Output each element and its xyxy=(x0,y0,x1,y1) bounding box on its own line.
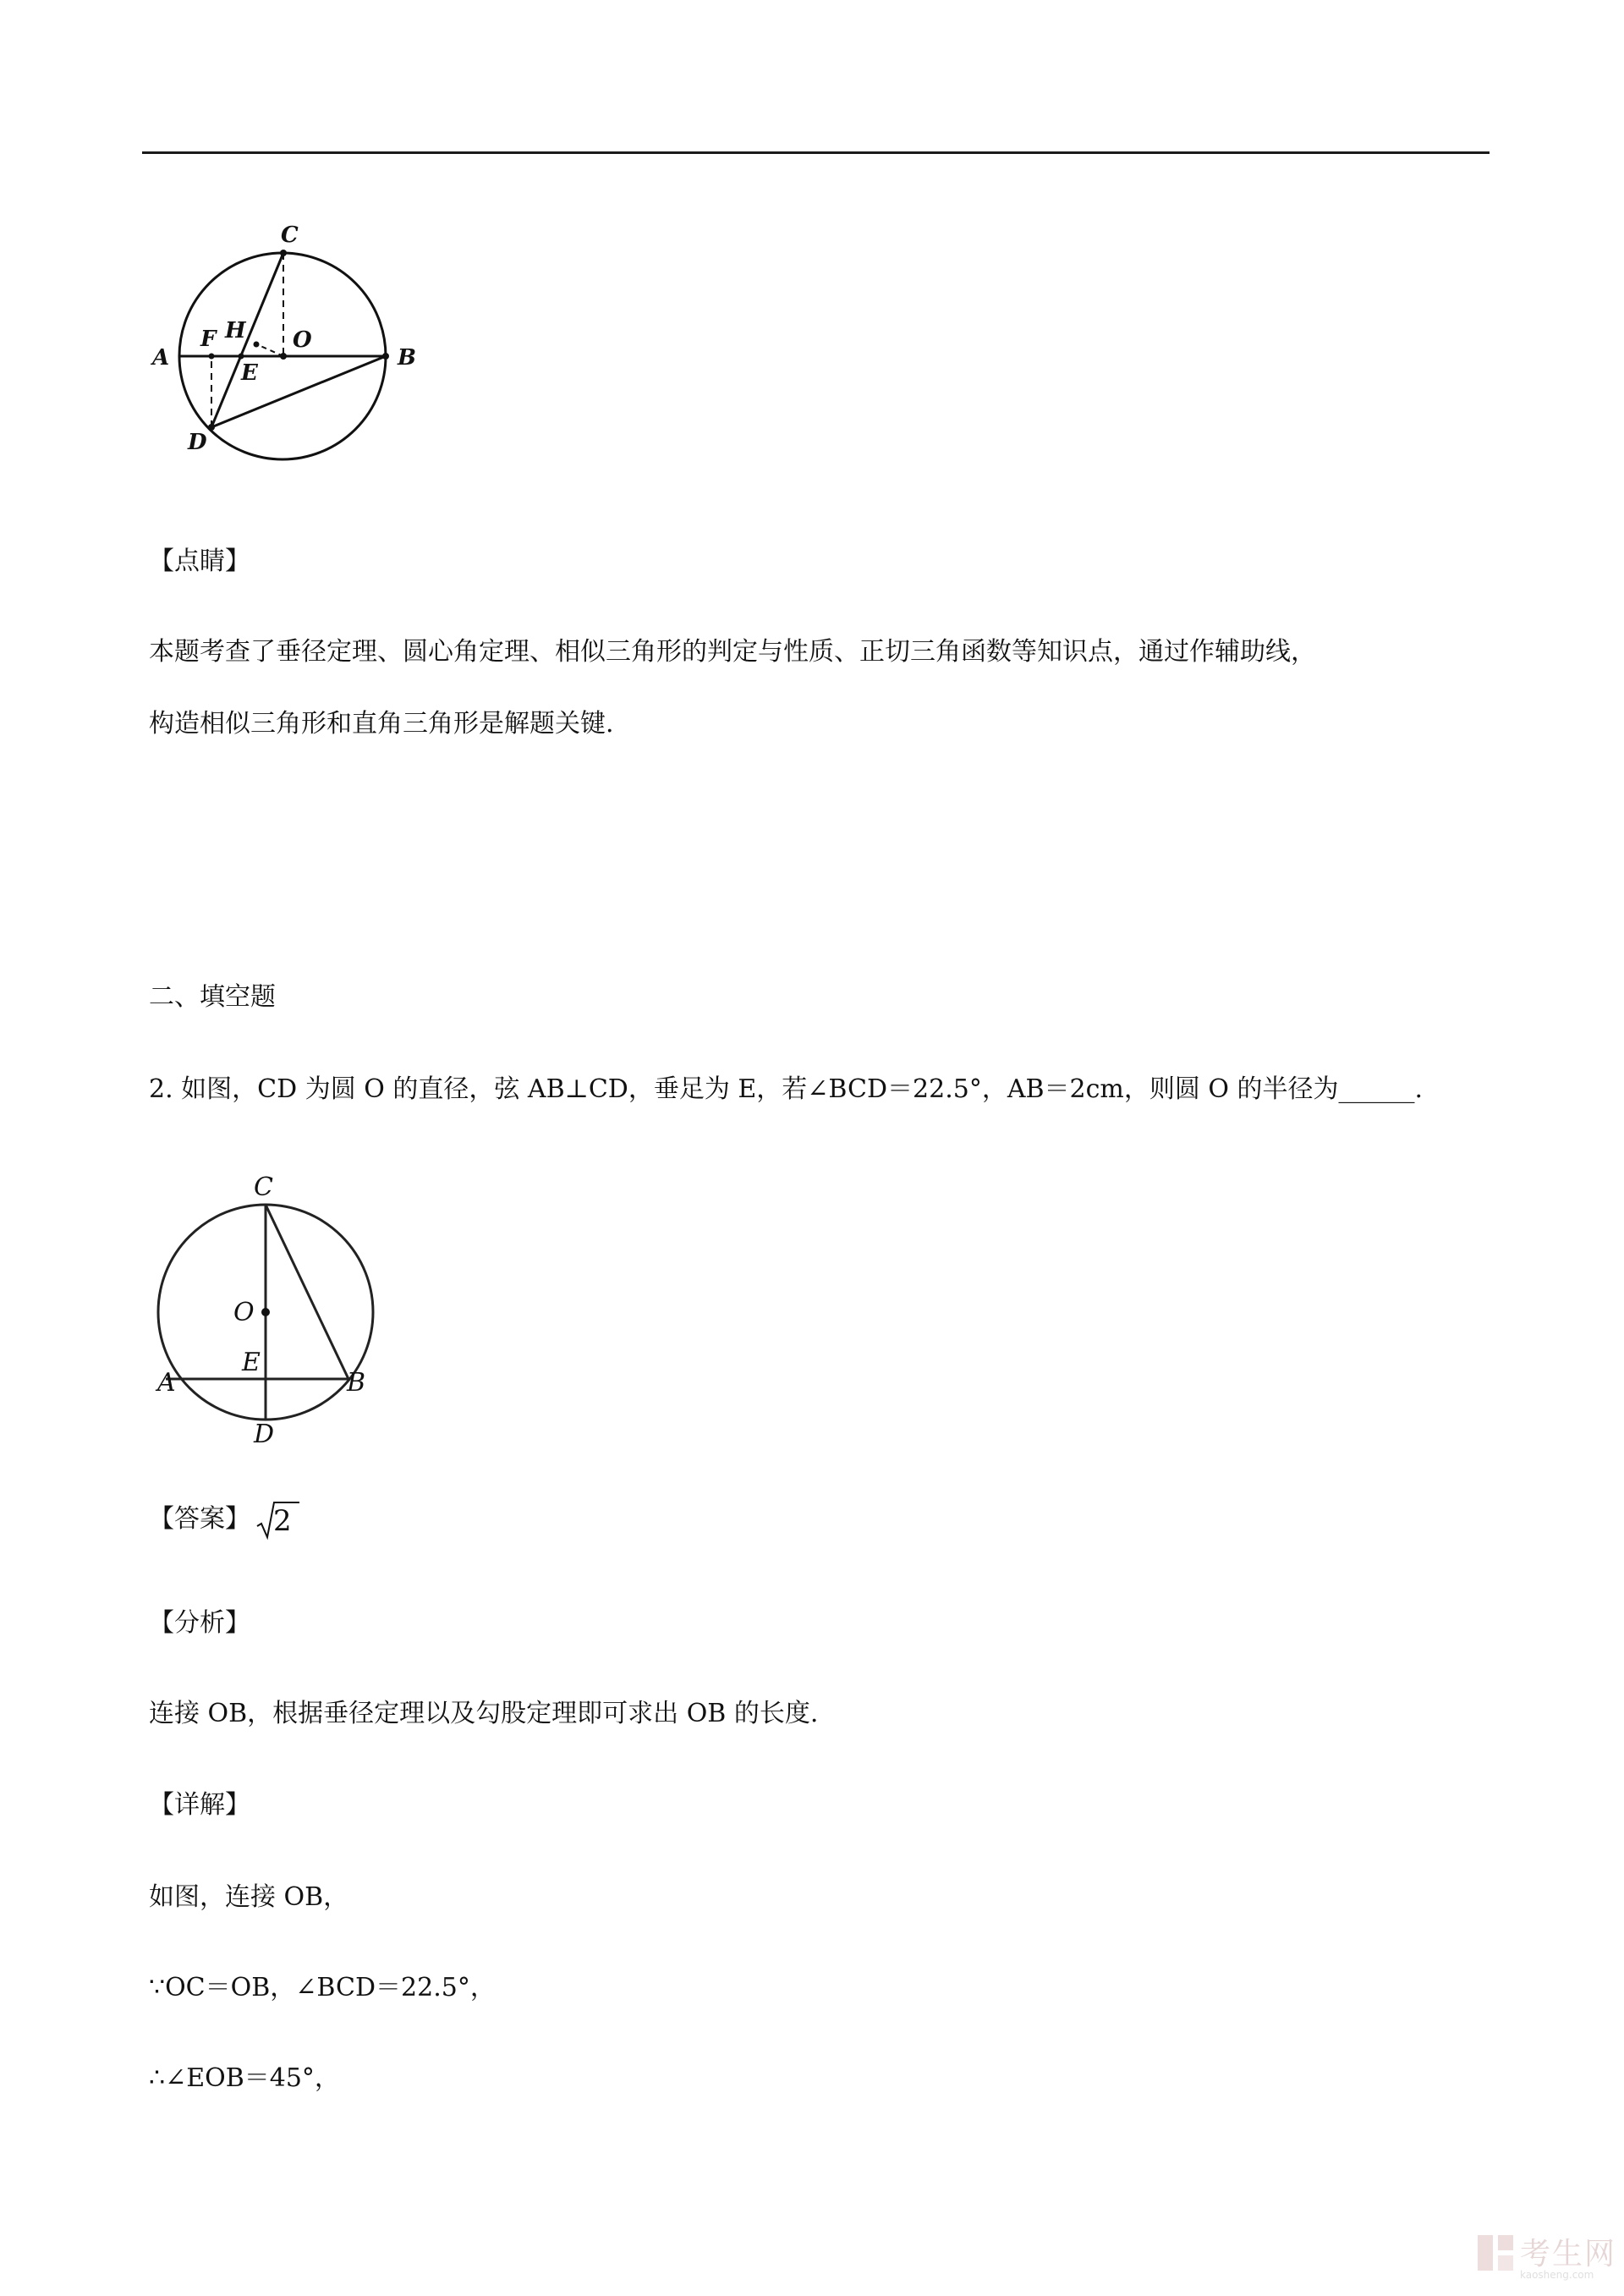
fig1-label-e: E xyxy=(241,360,258,386)
watermark-logo-icon xyxy=(1476,2233,1515,2272)
fig2-label-a: A xyxy=(157,1368,176,1398)
header-rule xyxy=(142,151,1490,154)
detail-heading: 【详解】 xyxy=(149,1790,250,1820)
fig1-label-f: F xyxy=(200,327,217,352)
answer-sqrt xyxy=(257,1502,292,1540)
fig1-label-o: O xyxy=(293,327,312,353)
analysis-heading: 【分析】 xyxy=(149,1608,250,1638)
fig1-label-a: A xyxy=(152,345,170,371)
circle-figure-2 xyxy=(145,1155,399,1451)
analysis-text: 连接 OB，根据垂径定理以及勾股定理即可求出 OB 的长度. xyxy=(149,1699,819,1728)
detail-line-2: ∵OC＝OB，∠BCD＝22.5°， xyxy=(149,1973,496,2002)
detail-line-1: 如图，连接 OB， xyxy=(149,1882,349,1912)
fig2-label-e: E xyxy=(242,1348,261,1377)
circle-figure-1 xyxy=(152,216,440,470)
answer-line xyxy=(149,1502,292,1540)
watermark-url: kaosheng.com xyxy=(1520,2269,1594,2281)
detail-line-3: ∴∠EOB＝45°， xyxy=(149,2063,340,2093)
fig2-label-d: D xyxy=(254,1420,275,1449)
dianjing-line-2: 构造相似三角形和直角三角形是解题关键. xyxy=(149,709,614,739)
question-2-text: 2. 如图，CD 为圆 O 的直径，弦 AB⊥CD，垂足为 E，若∠BCD＝22.5°，AB＝2cm，则圆 O 的半径为______. xyxy=(149,1074,1424,1104)
fig1-label-d: D xyxy=(188,430,207,455)
dianjing-line-1: 本题考查了垂径定理、圆心角定理、相似三角形的判定与性质、正切三角函数等知识点，通过作辅助线， xyxy=(149,637,1316,667)
fig2-center-dot xyxy=(261,1308,270,1316)
answer-heading: 【答案】 xyxy=(149,1504,250,1534)
section-title: 二、填空题 xyxy=(149,982,276,1012)
fig1-dashed-oh xyxy=(261,346,283,356)
fig2-label-c: C xyxy=(254,1173,273,1202)
answer-radicand: 2 xyxy=(273,1504,292,1538)
fig1-label-h: H xyxy=(225,318,246,343)
fig2-label-b: B xyxy=(347,1368,366,1398)
fig1-label-c: C xyxy=(281,222,299,248)
fig2-label-o: O xyxy=(233,1298,255,1327)
watermark-name: 考生网 xyxy=(1520,2237,1617,2271)
watermark xyxy=(1476,2227,1620,2286)
fig1-label-b: B xyxy=(398,345,416,371)
dianjing-heading: 【点睛】 xyxy=(149,547,250,576)
